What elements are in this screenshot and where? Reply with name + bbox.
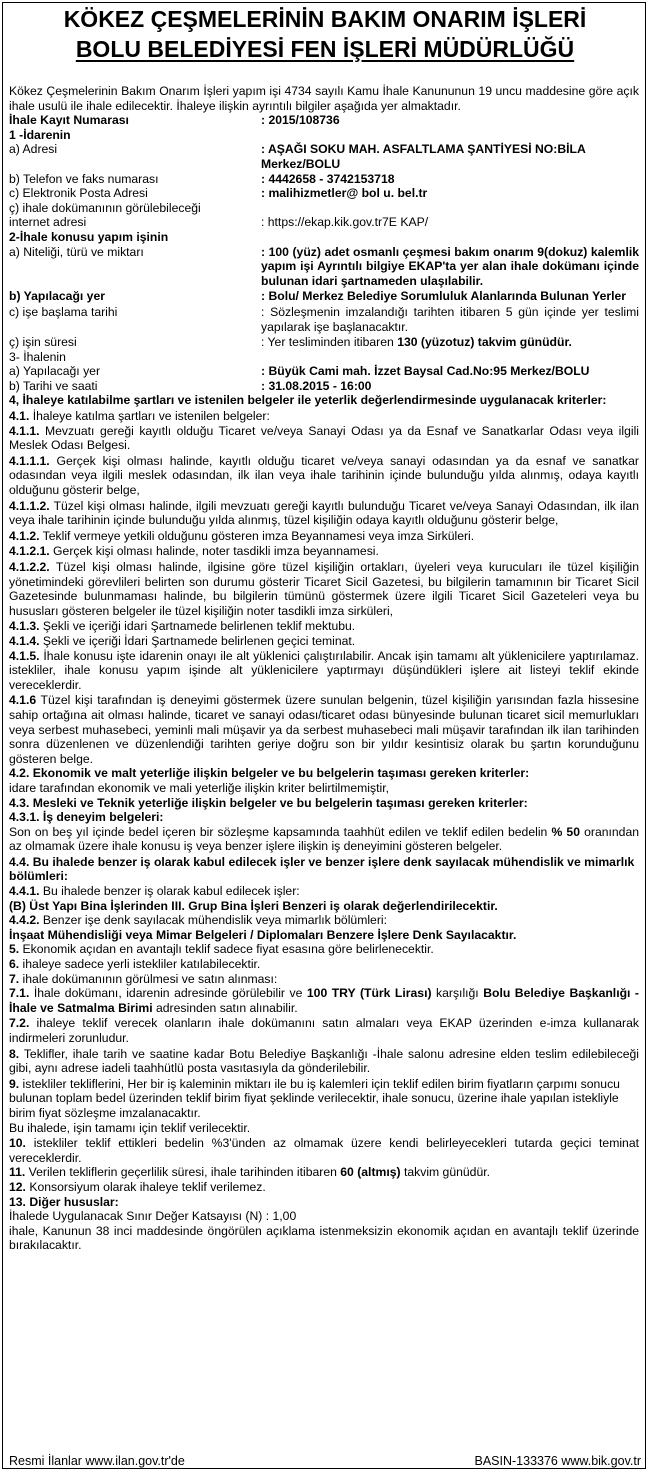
num: 5. xyxy=(9,942,20,957)
seller: Bolu Belediye Başkanlığı - İhale ve Satmalma Birimi xyxy=(9,986,639,1015)
text: oranından az olmamak üzere ihale konusu iş veya benzer işlere ilişkin iş deneyimini gösteren belgeler. xyxy=(9,824,640,854)
section-4-1-2-1 xyxy=(9,544,639,559)
kayit-value: : 2015/108736 xyxy=(261,113,340,128)
adres-label: a) Adresi xyxy=(9,142,58,157)
eposta-value: : malihizmetler@ bol u. bel.tr xyxy=(261,186,428,201)
text: takvim günüdür. xyxy=(400,1165,491,1180)
eposta-row xyxy=(9,186,639,201)
section-6 xyxy=(9,957,639,972)
num: 4.4.1. xyxy=(9,884,40,899)
section-4-1-1-1 xyxy=(9,454,639,498)
text: Gerçek kişi olması halinde, noter tasdikli imza beyannamesi. xyxy=(49,544,379,559)
section-7-1 xyxy=(9,986,639,1015)
header xyxy=(0,4,650,64)
dokuman-row xyxy=(9,201,639,230)
text: Şekli ve içeriği İdari Şartnamede belirlenen geçici teminat. xyxy=(39,633,356,648)
yer-row xyxy=(9,289,639,304)
intro-paragraph: Kökez Çeşmelerinin Bakım Onarım İşleri yapım işi 4734 sayılı Kamu İhale Kanununun 19 uncu maddesine göre açık ihale usulü ile ihale edilecektir. İhaleye ilişkin ayrıntılı bilgiler aşağıda yer almaktadır. xyxy=(9,84,639,113)
text: ihaleye sadece yerli istekliler katılabilecektir. xyxy=(19,957,261,972)
text: Teklif vermeye yetkili olduğunu gösteren imza Beyannamesi veya imza Sirküleri. xyxy=(39,528,475,543)
section-4-4-1-bold: (B) Üst Yapı Bina İşlerinden III. Grup Bina İşleri Benzeri iş olarak değerlendirilecektir. xyxy=(9,898,498,913)
num: 11. xyxy=(9,1165,26,1180)
section-4-1 xyxy=(9,409,639,424)
num: 4.4.2. xyxy=(9,913,40,928)
text: Gerçek kişi olması halinde, kayıtlı olduğu ticaret ve/veya sanayi odasından ya da esnaf ve sanatkar odasından veya ilgili meslek odasından, ilk ilan veya ihale tarihinin içinde bulunduğu yılda alınmış, odaya kayıtlı olduğunu gösterir belge, xyxy=(9,453,639,498)
konu-heading: 2-İhale konusu yapım işinin xyxy=(9,229,169,244)
section-4-3-heading: 4.3. Mesleki ve Teknik yeterliğe ilişkin belgeler ve bu belgelerin taşıması gereken kriterler: xyxy=(9,795,528,810)
section-4-1-2 xyxy=(9,529,639,544)
text: Şekli ve içeriği idari Şartnamede belirlenen teklif mektubu. xyxy=(39,619,356,634)
text: ihaleye teklif verecek olanların ihale dokümanını satın almaları veya EKAP üzerinden e-imza kullanarak indirmeleri zorunludur. xyxy=(9,1016,639,1045)
text: istekliler tekliflerini, Her bir iş kaleminin miktarı ile bu iş kalemleri için teklif edilen birim fiyatların çarpımı sonucu bulunan toplam bedel üzerinden teklif birim fiyat şeklinde verilecektir, ihale sonucu, üzerine ihale yapılan istekliyle birim fiyat sözleşme imzalanacaktır. xyxy=(9,1076,620,1120)
num: 4.1.1.2. xyxy=(9,498,50,513)
sure-value xyxy=(261,335,639,350)
sure-row xyxy=(9,335,639,350)
tel-label: b) Telefon ve faks numarası xyxy=(9,171,159,186)
ihale-yer-label: a) Yapılacağı yer xyxy=(9,364,101,379)
tel-value: : 4442658 - 3742153718 xyxy=(261,171,395,186)
dokuman-url: : https://ekap.kik.gov.tr7E KAP/ xyxy=(261,215,429,230)
text: Konsorsiyum olarak ihaleye teklif verilemez. xyxy=(25,1179,266,1194)
text: İhale dokümanı, idarenin adresinde görülebilir ve xyxy=(29,986,307,1001)
num: 4.1.6 xyxy=(9,693,37,708)
num: 4.1.5. xyxy=(9,648,40,663)
section-4-3-1-heading: 4.3.1. İş deneyim belgeleri: xyxy=(9,810,164,825)
num: 4.1. xyxy=(9,409,30,424)
num: 7.1. xyxy=(9,986,30,1001)
section-10 xyxy=(9,1136,639,1165)
section-8 xyxy=(9,1047,639,1076)
num: 4.1.2. xyxy=(9,528,40,543)
sure-label: ç) işin süresi xyxy=(9,335,77,350)
baslama-value: : Sözleşmenin imzalandığı tarihten itibaren 5 gün içinde yer teslimi yapılarak işe başlanacaktır. xyxy=(261,304,639,334)
num: 7.2. xyxy=(9,1016,30,1031)
section-4-1-1-2 xyxy=(9,499,639,528)
ihale-yer-row xyxy=(9,364,639,379)
num: 4.1.2.1. xyxy=(9,544,50,559)
tarih-label: b) Tarihi ve saati xyxy=(9,378,98,393)
footer-right: BASIN-133376 www.bik.gov.tr xyxy=(474,1454,641,1468)
num: 9. xyxy=(9,1076,20,1091)
adres-value: : AŞAĞI SOKU MAH. ASFALTLAMA ŞANTİYESİ NO:BİLA Merkez/BOLU xyxy=(261,142,586,171)
section-13-line2: ihale, Kanunun 38 inci maddesinde öngörülen açıklama istenmeksizin ekonomik açıdan en avantajlı teklif üzerinde bırakılacaktır. xyxy=(9,1223,639,1253)
num: 7. xyxy=(9,971,20,986)
ihalenin-heading: 3- İhalenin xyxy=(9,349,66,364)
text: adresinden satın alınabilir. xyxy=(152,1000,298,1015)
section-4-4-2-bold: İnşaat Mühendisliği veya Mimar Belgeleri / Diplomaları Benzere İşlere Denk Sayılacaktır. xyxy=(9,927,517,942)
num: 8. xyxy=(9,1046,20,1061)
section-4-2-heading: 4.2. Ekonomik ve malt yeterliğe ilişkin belgeler ve bu belgelerin taşıması gereken kriterler: xyxy=(9,766,530,781)
num: 4.1.4. xyxy=(9,633,40,648)
section-4-1-5 xyxy=(9,649,639,693)
num: 12. xyxy=(9,1179,26,1194)
sure-value-pre: : Yer tesliminden itibaren xyxy=(261,335,398,350)
section-7-2 xyxy=(9,1016,639,1045)
section-4-1-4 xyxy=(9,634,639,649)
nitelik-row xyxy=(9,245,639,289)
text: Tüzel kişi olması halinde, ilgisine göre tüzel kişiliğin ortakları, üyeleri veya kurucuları ile tüzel kişiliğin yönetimindeki görevlileri belirten son durumu gösterir Ticaret Sicil Gazetesi, bu bilgilerin tamamının bir Ticaret Sicil Gazetesinde bulunmaması halinde, bu bilgilerin tümünü göstermek üzere ilgili Ticaret Sicil Gazeteleri veya bu hususları gösteren belgeler ile tüzel kişiliğin noter tasdikli imza sirküleri, xyxy=(9,560,639,618)
section-13-heading: 13. Diğer hususlar: xyxy=(9,1194,119,1209)
percent: % 50 xyxy=(551,824,580,839)
tarih-value: : 31.08.2015 - 16:00 xyxy=(261,378,372,393)
page-subtitle: BOLU BELEDİYESİ FEN İŞLERİ MÜDÜRLÜĞÜ xyxy=(75,36,575,62)
section-13-line1: İhalede Uygulanacak Sınır Değer Katsayısı (N) : 1,00 xyxy=(9,1209,297,1224)
section-9 xyxy=(9,1077,639,1121)
text: Verilen tekliflerin geçerlilik süresi, ihale tarihinden itibaren xyxy=(25,1165,341,1180)
section-5 xyxy=(9,942,639,957)
price: 100 TRY (Türk Lirası) xyxy=(306,986,432,1001)
text: Tüzel kişi olması halinde, ilgili mevzuatı gereği kayıtlı bulunduğu Ticaret ve/veya Sanayi Odasından, ilk ilan veya ihale tarihinin içinde bulunduğu yılda alınmış, tüzel kişiliğin odaya kayıtlı olduğunu gösterir belge, xyxy=(9,498,639,528)
num: 4.1.2.2. xyxy=(9,560,50,574)
num: 4.1.3. xyxy=(9,619,40,634)
sure-value-bold: 130 (yüzotuz) takvim günüdür. xyxy=(397,335,572,350)
eposta-label: c) Elektronik Posta Adresi xyxy=(9,186,148,201)
yer-value: : Bolu/ Merkez Belediye Sorumluluk Alanlarında Bulunan Yerler xyxy=(261,289,627,304)
text: Tüzel kişi tarafından iş deneyimi göstermek üzere sunulan belgenin, tüzel kişiliğin yarısından fazla hissesine sahip ortağına ait olması halinde, ticaret ve sanayi odası/ticaret odası bünyesinde bulunan ticaret sicil memurlukları veya serbest muhasebeci, yeminli mali müşavir ya da serbest muhasebeci mali müşavir tarafından ilk ilan tarihinden sonra düzenlenen ve düzenlendiği tarihten geriye doğru son bir yıldır kesintisiz olarak bu şartın korunduğunu gösteren belge. xyxy=(9,693,639,766)
text: Ekonomik açıdan en avantajlı teklif sadece fiyat esasına göre belirlenecektir. xyxy=(19,942,434,957)
kayit-row xyxy=(9,113,639,128)
days: 60 (altmış) xyxy=(340,1165,401,1180)
text: ihale dokümanının görülmesi ve satın alınması: xyxy=(19,971,278,986)
nitelik-value: : 100 (yüz) adet osmanlı çeşmesi bakım onarım 9(dokuz) kalemlik yapım işi Ayrıntılı bilgiye EKAP'ta yer alan ihale dokümanı içinde bulunan idari şartnameden ulaşılabilir. xyxy=(261,244,639,288)
section-7 xyxy=(9,972,639,987)
dokuman-value xyxy=(261,201,639,230)
baslama-label: c) işe başlama tarihi xyxy=(9,304,118,319)
section-4-1-3 xyxy=(9,619,639,634)
text: karşılığı xyxy=(431,986,484,1001)
section-4-1-1 xyxy=(9,424,639,453)
tarih-row xyxy=(9,379,639,394)
idare-heading: 1 -İdarenin xyxy=(9,127,71,142)
page-title: KÖKEZ ÇEŞMELERİNİN BAKIM ONARIM İŞLERİ xyxy=(63,6,587,32)
section-4-1-6 xyxy=(9,693,639,766)
dokuman-label-line2: internet adresi xyxy=(9,215,87,230)
section-9-line2: Bu ihalede, işin tamamı için teklif verilecektir. xyxy=(9,1120,251,1135)
section-4-4-heading: 4.4. Bu ihalede benzer iş olarak kabul edilecek işler ve benzer işlere denk sayılacak mühendislik ve mimarlık bölümleri: xyxy=(9,854,635,884)
dokuman-label xyxy=(9,201,261,230)
yer-label: b) Yapılacağı yer xyxy=(9,289,105,304)
num: 4.1.1.1. xyxy=(9,453,50,468)
num: 4.1.1. xyxy=(9,423,40,438)
text: İhaleye katılma şartları ve istenilen belgeler: xyxy=(29,409,270,424)
section-4-4-2 xyxy=(9,913,639,928)
section-11 xyxy=(9,1165,639,1180)
text: Benzer işe denk sayılacak mühendislik veya mimarlık bölümleri: xyxy=(39,913,387,928)
tel-row xyxy=(9,172,639,187)
text: Son on beş yıl içinde bedel içeren bir sözleşme kapsamında taahhüt edilen ve teklif edilen bedelin xyxy=(9,824,552,839)
text: Teklifler, ihale tarih ve saatine kadar Botu Belediye Başkanlığı -İhale salonu adresine elden teslim edilebileceği gibi, aynı adrese iadeli taahhütlü posta vasıtasıyla da gönderilebilir. xyxy=(9,1046,639,1076)
section-12 xyxy=(9,1180,639,1195)
footer-left: Resmi İlanlar www.ilan.gov.tr'de xyxy=(9,1454,185,1468)
dokuman-label-line1: ç) ihale dokümanının görülebileceği xyxy=(9,200,201,215)
section-4-2-text: idare tarafından ekonomik ve mali yeterliğe ilişkin kriter belirtilmemiştir, xyxy=(9,780,389,795)
ihale-yer-value: : Büyük Cami mah. İzzet Baysal Cad.No:95 Merkez/BOLU xyxy=(261,364,590,379)
text: istekliler teklif ettikleri bedelin %3'ünden az olmamak üzere kendi belirleyecekleri tutarda geçici teminat vereceklerdir. xyxy=(9,1136,639,1165)
section-4-3-1-text xyxy=(9,825,639,854)
num: 10. xyxy=(9,1136,26,1151)
text: Bu ihalede benzer iş olarak kabul edilecek işler: xyxy=(39,884,300,899)
footer xyxy=(9,1454,641,1468)
section-4-1-2-2 xyxy=(9,560,639,618)
text: Mevzuatı gereği kayıtlı olduğu Ticaret ve/veya Sanayi Odası ya da Esnaf ve Sanatkarlar Odası veya ilgili Meslek Odası Belgesi. xyxy=(9,423,639,453)
num: 6. xyxy=(9,957,20,972)
text: İhale konusu işte idarenin onayı ile alt yüklenici çalıştırılabilir. Ancak işin tamamı alt yüklenicilere yaptırılamaz. istekliler, ihale konusu yapım işinde alt yüklenicilere yaptırmayı düşündükleri işlere ait listeyi teklif ekinde vereceklerdir. xyxy=(9,648,639,692)
kayit-label: İhale Kayıt Numarası xyxy=(9,113,129,128)
announcement-body xyxy=(9,84,639,1253)
section-4-heading: 4, İhaleye katılabilme şartları ve istenilen belgeler ile yeterlik değerlendirmesinde uygulanacak kriterler: xyxy=(9,393,607,408)
section-4-4-1 xyxy=(9,884,639,899)
baslama-row xyxy=(9,305,639,334)
nitelik-label: a) Niteliği, türü ve miktarı xyxy=(9,244,144,259)
adres-row xyxy=(9,142,639,171)
